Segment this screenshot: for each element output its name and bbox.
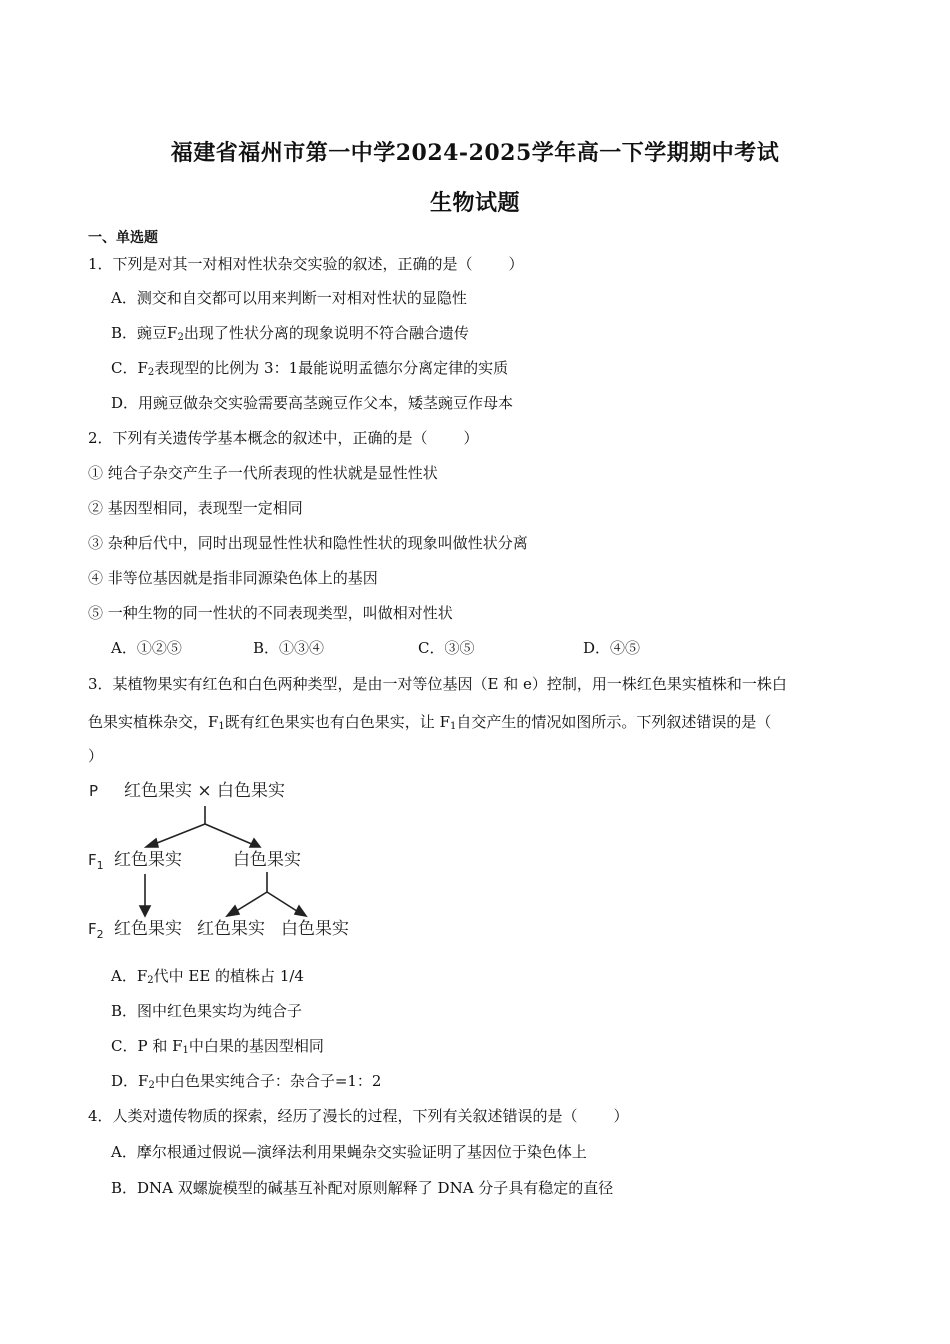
arrowhead	[140, 906, 150, 916]
exam-title: 福建省福州市第一中学2024-2025学年高一下学期期中考试	[170, 140, 780, 166]
f1-red-fruit: 红色果实	[114, 850, 182, 870]
f1-label-sub: 1	[96, 859, 104, 872]
q3-option-d-text: D．F	[111, 1072, 149, 1090]
p-to-f1-white-line	[205, 824, 254, 845]
q1-option-a: A．测交和自交都可以用来判断一对相对性状的显隐性	[111, 289, 467, 307]
f1-white-to-f2-red-line	[233, 892, 267, 913]
question-2-close: ）	[463, 429, 479, 447]
subscript: 1	[182, 1045, 189, 1056]
f1-label-letter: F	[88, 851, 97, 869]
question-1-text: 1．下列是对其一对相对性状杂交实验的叙述，正确的是（	[88, 255, 473, 273]
question-2-text: 2．下列有关遗传学基本概念的叙述中，正确的是（	[88, 429, 428, 447]
arrowhead	[250, 839, 260, 847]
q3-text-c: 自交产生的情况如图所示。下列叙述错误的是（	[456, 713, 772, 731]
question-1-close: ）	[508, 255, 524, 273]
q2-option-b: B．①③④	[253, 639, 325, 657]
question-4-stem	[88, 1106, 629, 1126]
q3-option-a-text-2: 代中 EE 的植株占 1/4	[153, 967, 304, 985]
q1-option-c-text: C．F	[111, 359, 148, 377]
question-3-line-2	[88, 712, 771, 732]
exam-subtitle: 生物试题	[429, 190, 520, 216]
question-4-text: 4．人类对遗传物质的探索，经历了漫长的过程，下列有关叙述错误的是（	[88, 1107, 578, 1125]
question-3-line-1: 3．某植物果实有红色和白色两种类型，是由一对等位基因（E 和 e）控制，用一株红色果实植株和一株白	[88, 675, 787, 693]
q4-option-b: B．DNA 双螺旋模型的碱基互补配对原则解释了 DNA 分子具有稳定的直径	[111, 1179, 614, 1197]
q3-option-c-text-2: 中白果的基因型相同	[188, 1037, 324, 1055]
q2-option-c: C．③⑤	[418, 639, 475, 657]
f2-white-fruit: 白色果实	[281, 919, 349, 939]
p-to-f1-red-line	[152, 824, 205, 845]
question-1-stem	[88, 254, 524, 274]
q1-option-b	[111, 323, 469, 343]
q1-option-d: D．用豌豆做杂交实验需要高茎豌豆作父本，矮茎豌豆作母本	[111, 394, 514, 412]
f2-generation-label	[88, 920, 104, 941]
arrowhead	[146, 839, 158, 847]
q3-option-d-text-2: 中白色果实纯合子：杂合子=1：2	[154, 1072, 382, 1090]
q1-option-b-text: B．豌豆F	[111, 324, 178, 342]
question-3-line-3: ）	[88, 747, 104, 765]
f1-white-fruit: 白色果实	[233, 850, 301, 870]
subscript: 1	[449, 721, 457, 732]
subscript: 2	[177, 332, 184, 343]
q2-statement-3: ③ 杂种后代中，同时出现显性性状和隐性性状的现象叫做性状分离	[88, 534, 528, 552]
p-generation-cross: 红色果实 × 白色果实	[124, 781, 286, 801]
f2-label-sub: 2	[96, 928, 104, 941]
subscript: 2	[147, 975, 154, 986]
q1-option-c	[111, 358, 508, 378]
q2-option-a: A．①②⑤	[111, 639, 182, 657]
f2-label-letter: F	[88, 920, 97, 938]
q3-option-c-text: C．P 和 F	[111, 1037, 183, 1055]
q3-text-b: 既有红色果实也有白色果实，让 F	[224, 713, 450, 731]
subscript: 1	[218, 721, 225, 732]
p-generation-label: P	[89, 782, 99, 800]
f1-generation-label	[88, 851, 104, 872]
q3-option-d	[111, 1071, 381, 1091]
q4-option-a: A．摩尔根通过假说—演绎法利用果蝇杂交实验证明了基因位于染色体上	[111, 1143, 587, 1161]
inheritance-diagram	[86, 774, 366, 944]
q3-option-a	[111, 966, 304, 986]
f2-red-fruit-2: 红色果实	[197, 919, 265, 939]
question-4-close: ）	[613, 1107, 629, 1125]
q2-statement-4: ④ 非等位基因就是指非同源染色体上的基因	[88, 569, 378, 587]
q1-option-c-text-2: 表现型的比例为 3：1最能说明孟德尔分离定律的实质	[154, 359, 509, 377]
section-heading: 一、单选题	[88, 230, 158, 246]
q2-statement-5: ⑤ 一种生物的同一性状的不同表现类型，叫做相对性状	[88, 604, 453, 622]
arrowhead	[295, 906, 306, 916]
subscript: 2	[147, 367, 155, 378]
q3-option-a-text: A．F	[111, 967, 148, 985]
q2-statement-2: ② 基因型相同，表现型一定相同	[88, 499, 303, 517]
q2-option-d: D．④⑤	[583, 639, 641, 657]
f2-red-fruit-1: 红色果实	[114, 919, 182, 939]
question-2-stem	[88, 428, 479, 448]
arrowhead	[227, 906, 239, 916]
q2-statement-1: ① 纯合子杂交产生子一代所表现的性状就是显性性状	[88, 464, 438, 482]
q1-option-b-text-2: 出现了性状分离的现象说明不符合融合遗传	[183, 324, 469, 342]
q3-option-c	[111, 1036, 324, 1056]
f1-white-to-f2-white-line	[267, 892, 300, 913]
q3-text-a: 色果实植株杂交，F	[88, 713, 219, 731]
subscript: 2	[148, 1080, 155, 1091]
q3-option-b: B．图中红色果实均为纯合子	[111, 1002, 303, 1020]
